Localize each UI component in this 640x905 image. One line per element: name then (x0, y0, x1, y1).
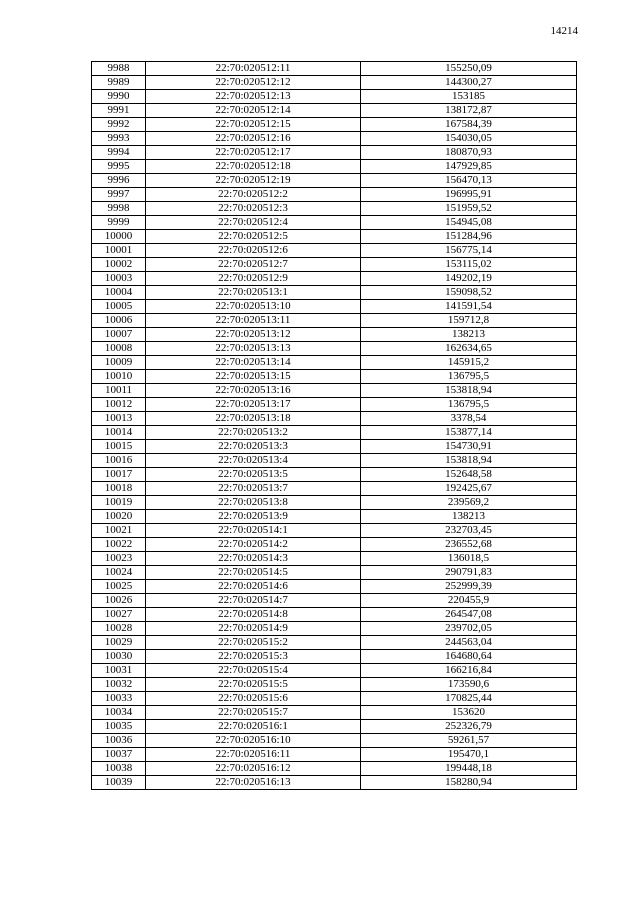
cadastral-number-cell: 22:70:020513:10 (146, 300, 361, 314)
row-number-cell: 10003 (92, 272, 146, 286)
table-row (92, 160, 577, 174)
table-row (92, 104, 577, 118)
row-number-cell: 10000 (92, 230, 146, 244)
cadastral-number-cell: 22:70:020513:5 (146, 468, 361, 482)
row-number-cell: 9989 (92, 76, 146, 90)
table-row (92, 510, 577, 524)
table-row (92, 398, 577, 412)
value-cell: 155250,09 (361, 62, 577, 76)
cadastral-number-cell: 22:70:020514:2 (146, 538, 361, 552)
value-cell: 138213 (361, 328, 577, 342)
value-cell: 158280,94 (361, 776, 577, 790)
row-number-cell: 10004 (92, 286, 146, 300)
value-cell: 156470,13 (361, 174, 577, 188)
row-number-cell: 9996 (92, 174, 146, 188)
cadastral-number-cell: 22:70:020512:6 (146, 244, 361, 258)
value-cell: 164680,64 (361, 650, 577, 664)
value-cell: 138213 (361, 510, 577, 524)
table-row (92, 566, 577, 580)
table-row (92, 440, 577, 454)
value-cell: 290791,83 (361, 566, 577, 580)
table-row (92, 300, 577, 314)
table-row (92, 650, 577, 664)
row-number-cell: 10025 (92, 580, 146, 594)
cadastral-value-table (91, 61, 577, 790)
row-number-cell: 10011 (92, 384, 146, 398)
cadastral-number-cell: 22:70:020516:10 (146, 734, 361, 748)
value-cell: 154945,08 (361, 216, 577, 230)
value-cell: 264547,08 (361, 608, 577, 622)
value-cell: 153818,94 (361, 454, 577, 468)
table-row (92, 328, 577, 342)
row-number-cell: 10028 (92, 622, 146, 636)
row-number-cell: 10034 (92, 706, 146, 720)
row-number-cell: 10032 (92, 678, 146, 692)
table-row (92, 244, 577, 258)
row-number-cell: 10015 (92, 440, 146, 454)
cadastral-number-cell: 22:70:020512:9 (146, 272, 361, 286)
row-number-cell: 9998 (92, 202, 146, 216)
value-cell: 196995,91 (361, 188, 577, 202)
cadastral-number-cell: 22:70:020515:2 (146, 636, 361, 650)
cadastral-number-cell: 22:70:020513:17 (146, 398, 361, 412)
value-cell: 145915,2 (361, 356, 577, 370)
row-number-cell: 10006 (92, 314, 146, 328)
row-number-cell: 10020 (92, 510, 146, 524)
row-number-cell: 9988 (92, 62, 146, 76)
table-row (92, 202, 577, 216)
cadastral-number-cell: 22:70:020516:1 (146, 720, 361, 734)
value-cell: 173590,6 (361, 678, 577, 692)
row-number-cell: 10016 (92, 454, 146, 468)
value-cell: 180870,93 (361, 146, 577, 160)
row-number-cell: 10026 (92, 594, 146, 608)
table-row (92, 356, 577, 370)
table-row (92, 286, 577, 300)
row-number-cell: 10018 (92, 482, 146, 496)
table-row (92, 272, 577, 286)
cadastral-number-cell: 22:70:020513:15 (146, 370, 361, 384)
cadastral-number-cell: 22:70:020515:5 (146, 678, 361, 692)
cadastral-number-cell: 22:70:020512:4 (146, 216, 361, 230)
cadastral-number-cell: 22:70:020513:8 (146, 496, 361, 510)
cadastral-number-cell: 22:70:020513:2 (146, 426, 361, 440)
row-number-cell: 9999 (92, 216, 146, 230)
table-row (92, 454, 577, 468)
row-number-cell: 9992 (92, 118, 146, 132)
cadastral-number-cell: 22:70:020514:9 (146, 622, 361, 636)
cadastral-number-cell: 22:70:020512:3 (146, 202, 361, 216)
cadastral-number-cell: 22:70:020515:4 (146, 664, 361, 678)
cadastral-number-cell: 22:70:020514:3 (146, 552, 361, 566)
row-number-cell: 10017 (92, 468, 146, 482)
value-cell: 136018,5 (361, 552, 577, 566)
row-number-cell: 10024 (92, 566, 146, 580)
cadastral-number-cell: 22:70:020514:1 (146, 524, 361, 538)
value-cell: 138172,87 (361, 104, 577, 118)
cadastral-number-cell: 22:70:020512:18 (146, 160, 361, 174)
cadastral-number-cell: 22:70:020512:14 (146, 104, 361, 118)
value-cell: 154730,91 (361, 440, 577, 454)
value-cell: 151284,96 (361, 230, 577, 244)
row-number-cell: 10022 (92, 538, 146, 552)
value-cell: 195470,1 (361, 748, 577, 762)
table-row (92, 664, 577, 678)
cadastral-number-cell: 22:70:020512:2 (146, 188, 361, 202)
table-row (92, 314, 577, 328)
table-row (92, 636, 577, 650)
table-row (92, 762, 577, 776)
cadastral-number-cell: 22:70:020515:6 (146, 692, 361, 706)
row-number-cell: 9997 (92, 188, 146, 202)
cadastral-number-cell: 22:70:020516:11 (146, 748, 361, 762)
row-number-cell: 10009 (92, 356, 146, 370)
cadastral-number-cell: 22:70:020513:3 (146, 440, 361, 454)
cadastral-number-cell: 22:70:020513:14 (146, 356, 361, 370)
table-row (92, 776, 577, 790)
cadastral-number-cell: 22:70:020512:15 (146, 118, 361, 132)
value-cell: 152648,58 (361, 468, 577, 482)
cadastral-number-cell: 22:70:020512:11 (146, 62, 361, 76)
value-cell: 153877,14 (361, 426, 577, 440)
row-number-cell: 10038 (92, 762, 146, 776)
table-row (92, 216, 577, 230)
cadastral-number-cell: 22:70:020512:16 (146, 132, 361, 146)
table-row (92, 412, 577, 426)
table-row (92, 706, 577, 720)
row-number-cell: 10001 (92, 244, 146, 258)
value-cell: 153115,02 (361, 258, 577, 272)
table-row (92, 468, 577, 482)
table-row (92, 426, 577, 440)
value-cell: 153185 (361, 90, 577, 104)
table-row (92, 748, 577, 762)
value-cell: 154030,05 (361, 132, 577, 146)
value-cell: 239569,2 (361, 496, 577, 510)
row-number-cell: 9991 (92, 104, 146, 118)
row-number-cell: 10023 (92, 552, 146, 566)
value-cell: 192425,67 (361, 482, 577, 496)
value-cell: 136795,5 (361, 370, 577, 384)
table-row (92, 76, 577, 90)
table-row (92, 174, 577, 188)
table-row (92, 258, 577, 272)
cadastral-number-cell: 22:70:020513:7 (146, 482, 361, 496)
table-row (92, 552, 577, 566)
table-row (92, 188, 577, 202)
row-number-cell: 9990 (92, 90, 146, 104)
row-number-cell: 10029 (92, 636, 146, 650)
cadastral-number-cell: 22:70:020512:7 (146, 258, 361, 272)
cadastral-number-cell: 22:70:020514:7 (146, 594, 361, 608)
value-cell: 236552,68 (361, 538, 577, 552)
table-row (92, 62, 577, 76)
table-row (92, 608, 577, 622)
row-number-cell: 10013 (92, 412, 146, 426)
row-number-cell: 10012 (92, 398, 146, 412)
cadastral-number-cell: 22:70:020516:13 (146, 776, 361, 790)
row-number-cell: 10008 (92, 342, 146, 356)
table-row (92, 538, 577, 552)
table-row (92, 524, 577, 538)
cadastral-number-cell: 22:70:020512:17 (146, 146, 361, 160)
value-cell: 239702,05 (361, 622, 577, 636)
cadastral-number-cell: 22:70:020513:13 (146, 342, 361, 356)
value-cell: 144300,27 (361, 76, 577, 90)
value-cell: 159098,52 (361, 286, 577, 300)
cadastral-number-cell: 22:70:020516:12 (146, 762, 361, 776)
value-cell: 156775,14 (361, 244, 577, 258)
cadastral-number-cell: 22:70:020513:18 (146, 412, 361, 426)
value-cell: 220455,9 (361, 594, 577, 608)
cadastral-number-cell: 22:70:020512:13 (146, 90, 361, 104)
row-number-cell: 10019 (92, 496, 146, 510)
row-number-cell: 10039 (92, 776, 146, 790)
cadastral-number-cell: 22:70:020513:16 (146, 384, 361, 398)
table-row (92, 622, 577, 636)
row-number-cell: 10037 (92, 748, 146, 762)
cadastral-number-cell: 22:70:020512:12 (146, 76, 361, 90)
table-row (92, 132, 577, 146)
value-cell: 153620 (361, 706, 577, 720)
row-number-cell: 10002 (92, 258, 146, 272)
cadastral-number-cell: 22:70:020513:4 (146, 454, 361, 468)
table-row (92, 720, 577, 734)
value-cell: 252326,79 (361, 720, 577, 734)
cadastral-number-cell: 22:70:020512:5 (146, 230, 361, 244)
cadastral-number-cell: 22:70:020513:9 (146, 510, 361, 524)
row-number-cell: 10030 (92, 650, 146, 664)
cadastral-number-cell: 22:70:020513:1 (146, 286, 361, 300)
row-number-cell: 10007 (92, 328, 146, 342)
cadastral-number-cell: 22:70:020515:7 (146, 706, 361, 720)
table-row (92, 692, 577, 706)
table-row (92, 496, 577, 510)
value-cell: 162634,65 (361, 342, 577, 356)
value-cell: 170825,44 (361, 692, 577, 706)
row-number-cell: 10014 (92, 426, 146, 440)
table-row (92, 678, 577, 692)
value-cell: 147929,85 (361, 160, 577, 174)
cadastral-number-cell: 22:70:020514:5 (146, 566, 361, 580)
table-row (92, 342, 577, 356)
value-cell: 149202,19 (361, 272, 577, 286)
cadastral-number-cell: 22:70:020513:12 (146, 328, 361, 342)
value-cell: 153818,94 (361, 384, 577, 398)
page-number: 14214 (550, 25, 578, 37)
table-row (92, 482, 577, 496)
table-row (92, 384, 577, 398)
value-cell: 232703,45 (361, 524, 577, 538)
row-number-cell: 10031 (92, 664, 146, 678)
cadastral-number-cell: 22:70:020513:11 (146, 314, 361, 328)
table-row (92, 734, 577, 748)
cadastral-number-cell: 22:70:020512:19 (146, 174, 361, 188)
value-cell: 3378,54 (361, 412, 577, 426)
row-number-cell: 10010 (92, 370, 146, 384)
value-cell: 244563,04 (361, 636, 577, 650)
table-row (92, 370, 577, 384)
row-number-cell: 9995 (92, 160, 146, 174)
cadastral-number-cell: 22:70:020515:3 (146, 650, 361, 664)
row-number-cell: 10027 (92, 608, 146, 622)
table-body (92, 62, 577, 790)
value-cell: 252999,39 (361, 580, 577, 594)
row-number-cell: 10021 (92, 524, 146, 538)
table-row (92, 146, 577, 160)
table-row (92, 230, 577, 244)
row-number-cell: 10036 (92, 734, 146, 748)
value-cell: 141591,54 (361, 300, 577, 314)
value-cell: 159712,8 (361, 314, 577, 328)
table-row (92, 594, 577, 608)
value-cell: 59261,57 (361, 734, 577, 748)
row-number-cell: 10005 (92, 300, 146, 314)
cadastral-number-cell: 22:70:020514:8 (146, 608, 361, 622)
row-number-cell: 9994 (92, 146, 146, 160)
table-row (92, 580, 577, 594)
value-cell: 167584,39 (361, 118, 577, 132)
row-number-cell: 9993 (92, 132, 146, 146)
value-cell: 166216,84 (361, 664, 577, 678)
table-row (92, 90, 577, 104)
cadastral-number-cell: 22:70:020514:6 (146, 580, 361, 594)
value-cell: 151959,52 (361, 202, 577, 216)
row-number-cell: 10033 (92, 692, 146, 706)
row-number-cell: 10035 (92, 720, 146, 734)
value-cell: 199448,18 (361, 762, 577, 776)
table-row (92, 118, 577, 132)
value-cell: 136795,5 (361, 398, 577, 412)
